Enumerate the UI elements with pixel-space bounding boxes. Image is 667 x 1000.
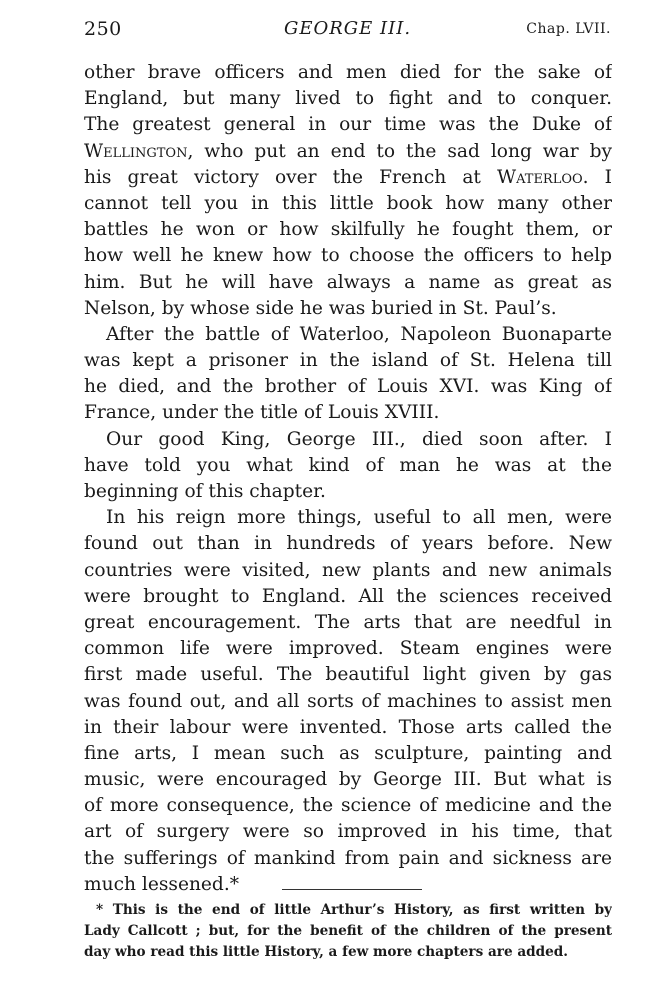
text-segment: his great victory over the French at	[84, 166, 497, 188]
text-line	[84, 531, 612, 557]
text-segment: Our good King, George III., died soon after. I	[106, 428, 612, 450]
text-line	[84, 348, 612, 374]
text-line	[84, 427, 612, 453]
text-segment: . I	[582, 166, 612, 188]
footnote-divider	[282, 889, 422, 890]
text-segment: first made useful. The beautiful light given by gas	[84, 664, 612, 686]
text-segment: was found out, and all sorts of machines to assist men	[84, 690, 612, 712]
text-line	[84, 400, 612, 426]
text-segment: fine arts, I mean such as sculpture, painting and	[84, 742, 612, 764]
text-segment: common life were improved. Steam engines were	[84, 638, 612, 660]
text-line	[84, 584, 612, 610]
text-line	[84, 505, 612, 531]
page-number: 250	[84, 18, 122, 40]
text-segment: beginning of this chapter.	[84, 481, 326, 502]
text-line	[84, 165, 612, 191]
text-segment: The greatest general in our time was the Duke of	[84, 114, 612, 136]
text-line	[84, 479, 612, 505]
text-line	[84, 270, 612, 296]
text-segment: In his reign more things, useful to all men, were	[106, 507, 612, 529]
text-line	[84, 689, 612, 715]
text-line	[84, 846, 612, 872]
text-line	[84, 819, 612, 845]
footnote-line: Lady Callcott ; but, for the benefit of the children of the present	[84, 923, 612, 939]
text-line	[84, 453, 612, 479]
text-segment: After the battle of Waterloo, Napoleon Buonaparte	[106, 323, 612, 345]
text-line	[84, 296, 612, 322]
text-segment: countries were visited, new plants and new animals	[84, 559, 612, 581]
text-segment: , who put an end to the sad long war by	[187, 140, 612, 162]
text-segment: have told you what kind of man he was at the	[84, 454, 612, 476]
text-line	[84, 636, 612, 662]
text-line	[84, 610, 612, 636]
text-line	[84, 243, 612, 269]
text-line	[84, 741, 612, 767]
text-segment: him. But he will have always a name as great as	[84, 271, 612, 293]
text-line	[84, 767, 612, 793]
text-line	[84, 662, 612, 688]
footnote	[84, 900, 612, 963]
text-line	[84, 793, 612, 819]
text-segment: England, but many lived to fight and to conquer.	[84, 88, 612, 110]
text-segment: cannot tell you in this little book how many other	[84, 192, 612, 214]
text-segment: he died, and the brother of Louis XVI. was King of	[84, 376, 612, 398]
text-segment: found out than in hundreds of years before. New	[84, 533, 612, 555]
text-line	[84, 86, 612, 112]
text-segment: the sufferings of mankind from pain and sickness are	[84, 847, 612, 869]
text-segment: how well he knew how to choose the officers to help	[84, 245, 612, 267]
text-line	[84, 322, 612, 348]
footnote-line: day who read this little History, a few more chapters are added.	[84, 944, 569, 960]
text-segment: much lessened.*	[84, 873, 240, 895]
text-line	[84, 139, 612, 165]
text-segment: battles he won or how skilfully he fought them, or	[84, 219, 612, 241]
small-caps-name: Waterloo	[496, 166, 583, 188]
body-text	[84, 60, 612, 898]
text-line	[84, 558, 612, 584]
text-line	[84, 112, 612, 138]
text-segment: of more consequence, the science of medicine and the	[84, 795, 612, 817]
text-segment: was kept a prisoner in the island of St. Helena till	[84, 350, 612, 372]
text-segment: were brought to England. All the sciences received	[84, 585, 612, 607]
text-segment: art of surgery were so improved in his time, that	[84, 821, 612, 843]
text-line	[84, 191, 612, 217]
text-segment: great encouragement. The arts that are needful in	[84, 611, 612, 633]
running-header	[84, 16, 611, 44]
text-line	[84, 872, 612, 898]
text-line	[84, 374, 612, 400]
text-line	[84, 715, 612, 741]
text-segment: France, under the title of Louis XVIII.	[84, 402, 440, 424]
footnote-line: * This is the end of little Arthur’s History, as first written by	[96, 902, 612, 918]
text-line	[84, 217, 612, 243]
small-caps-name: Wellington	[84, 140, 188, 162]
text-segment: Nelson, by whose side he was buried in St. Paul’s.	[84, 297, 557, 319]
text-segment: in their labour were invented. Those arts called the	[84, 716, 612, 738]
text-segment: music, were encouraged by George III. But what is	[84, 769, 612, 791]
running-title: GEORGE III.	[283, 18, 412, 39]
text-segment: other brave officers and men died for the sake of	[84, 62, 612, 83]
chapter-label: Chap. LVII.	[526, 21, 611, 37]
text-line	[84, 60, 612, 86]
